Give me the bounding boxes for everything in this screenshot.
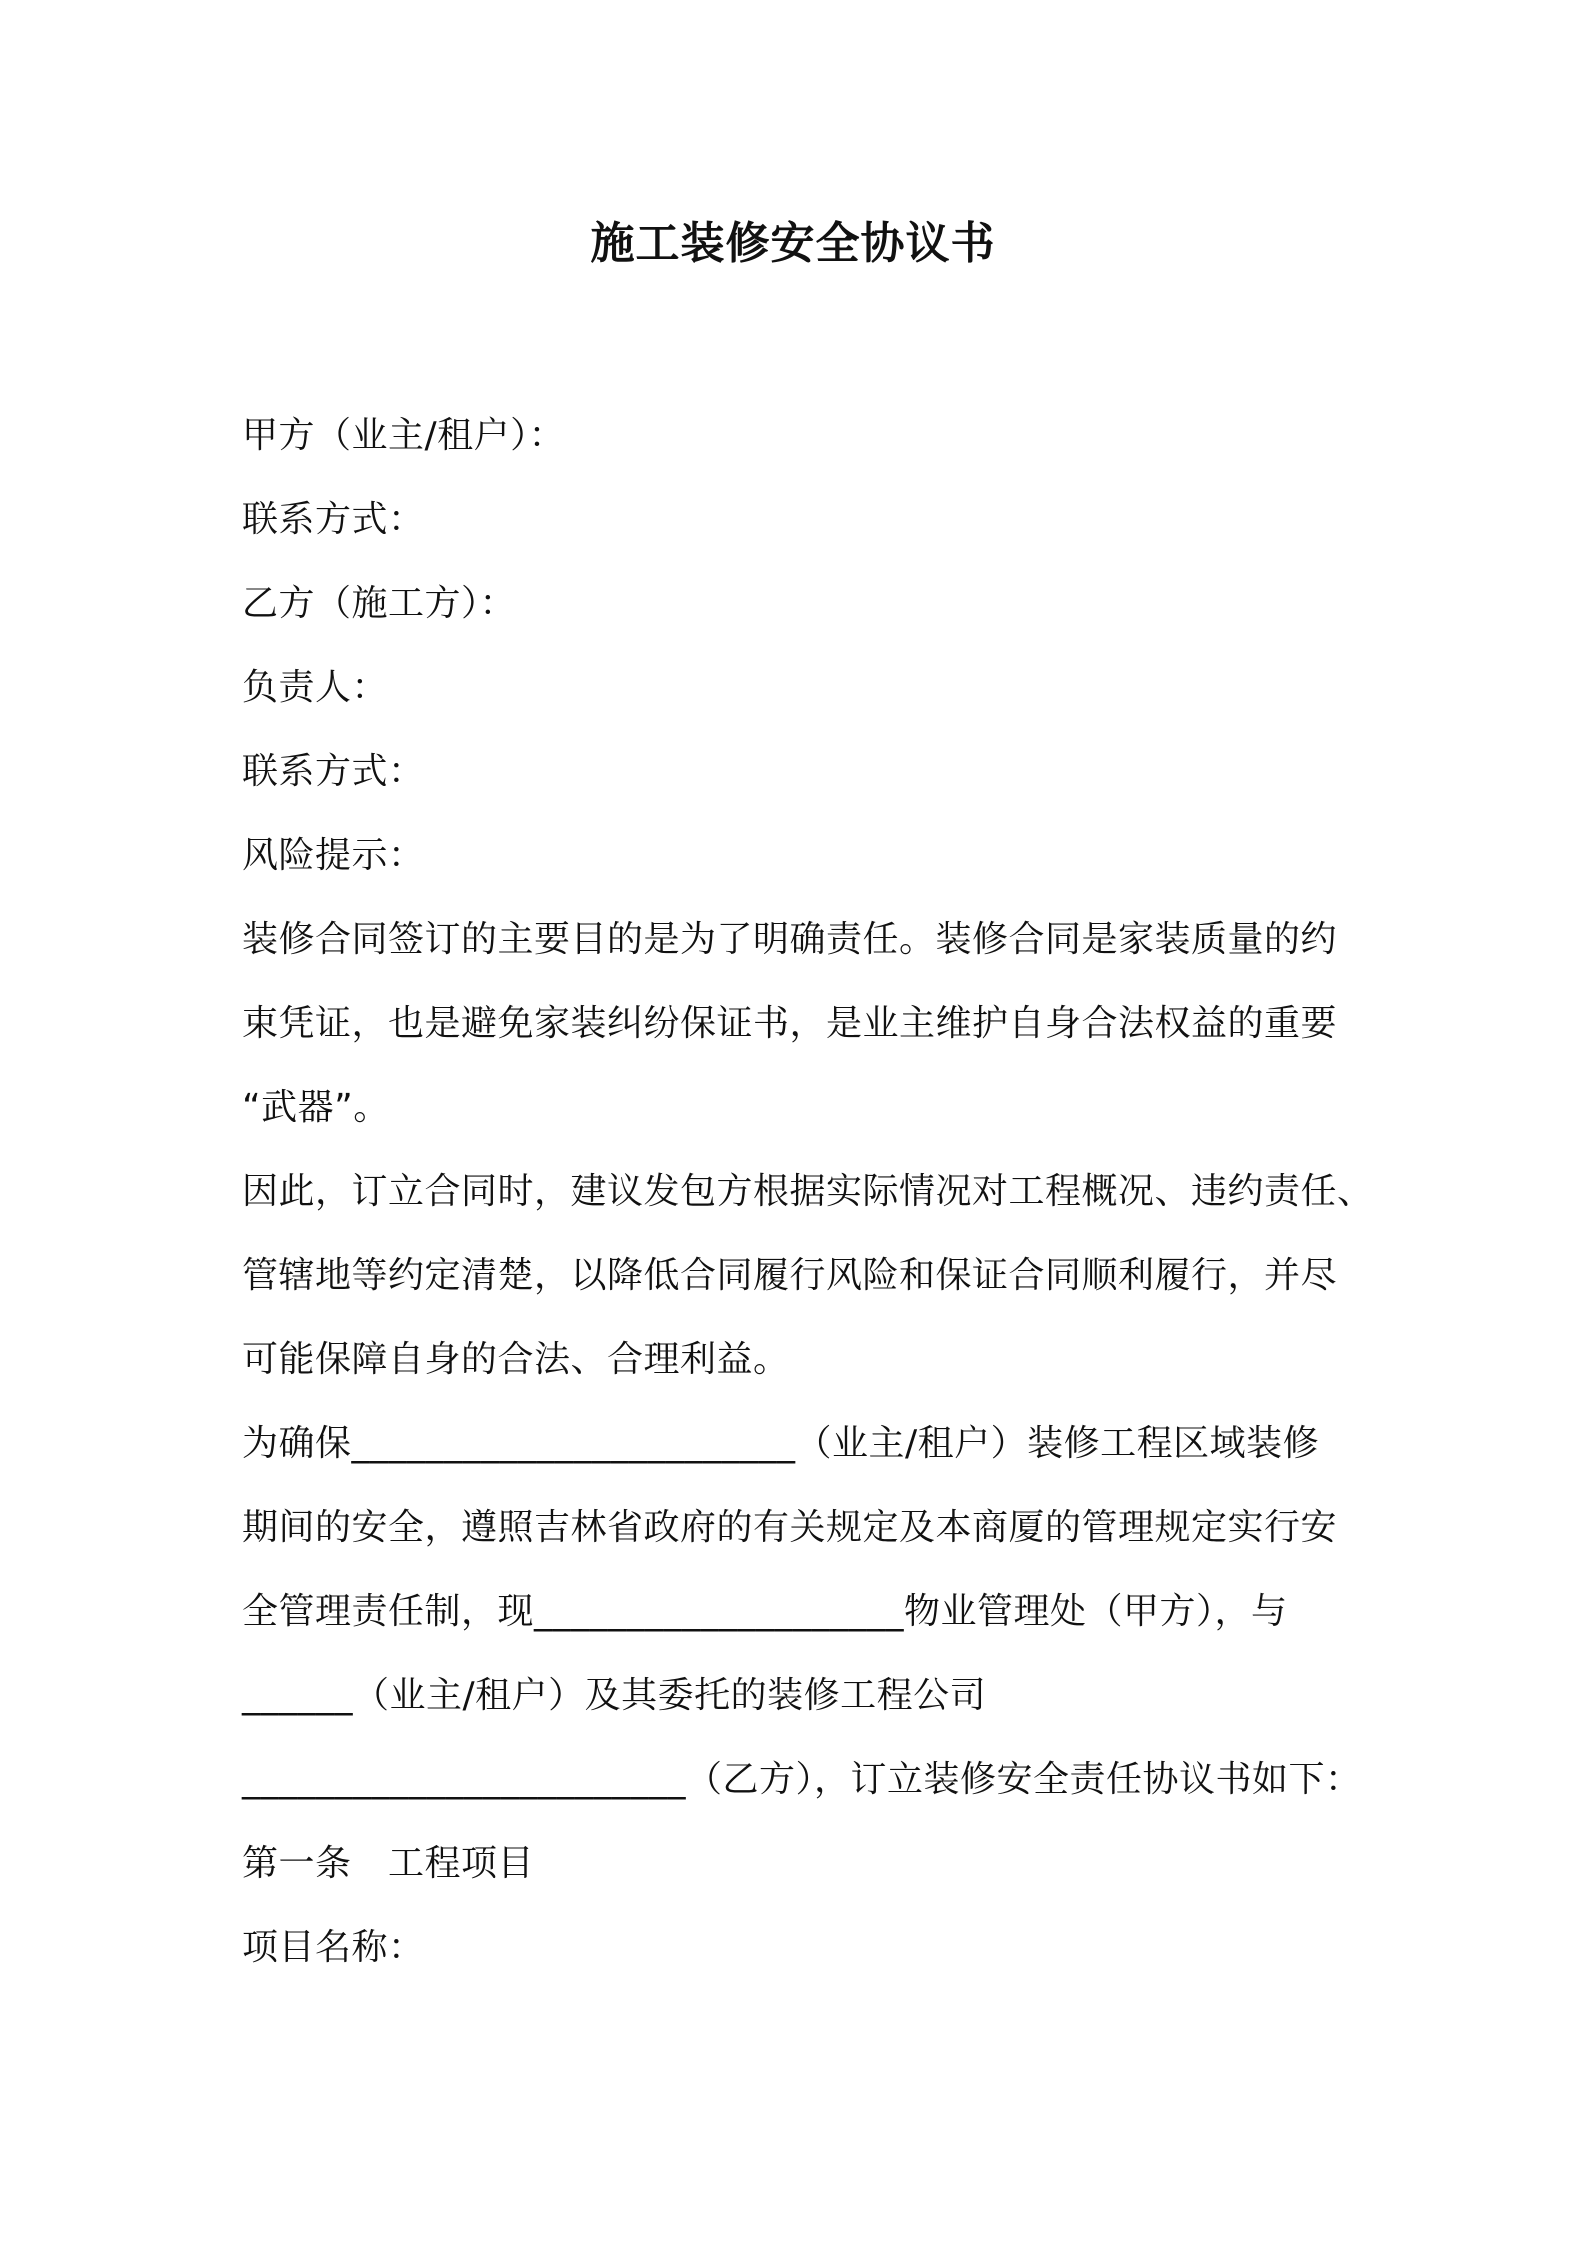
party-a-line: 甲方（业主/租户）： [242, 415, 566, 456]
agreement-paragraph-line: ________________________（乙方），订立装修安全责任协议书如下： [242, 1759, 1362, 1800]
contact-line-b: 联系方式： [242, 751, 425, 792]
party-b-line: 乙方（施工方）： [242, 583, 517, 624]
article-one-heading: 第一条 工程项目 [242, 1843, 535, 1884]
agreement-paragraph-line: ______（业主/租户）及其委托的装修工程公司 [242, 1675, 987, 1716]
agreement-paragraph-line: 全管理责任制，现____________________物业管理处（甲方），与 [242, 1591, 1288, 1632]
risk-paragraph-line: “武器”。 [242, 1087, 390, 1128]
agreement-paragraph-line: 为确保________________________（业主/租户）装修工程区域装修 [242, 1423, 1320, 1464]
project-name-line: 项目名称： [242, 1927, 425, 1968]
agreement-paragraph-line: 期间的安全，遵照吉林省政府的有关规定及本商厦的管理规定实行安 [242, 1507, 1338, 1548]
risk-paragraph-line: 装修合同签订的主要目的是为了明确责任。装修合同是家装质量的约 [242, 919, 1338, 960]
advice-paragraph-line: 管辖地等约定清楚，以降低合同履行风险和保证合同顺利履行，并尽 [242, 1255, 1338, 1296]
responsible-person-line: 负责人： [242, 667, 389, 708]
risk-tip-heading: 风险提示： [242, 835, 425, 876]
advice-paragraph-line: 因此，订立合同时，建议发包方根据实际情况对工程概况、违约责任、 [242, 1171, 1374, 1212]
document-title: 施工装修安全协议书 [590, 218, 996, 269]
contact-line-a: 联系方式： [242, 499, 425, 540]
advice-paragraph-line: 可能保障自身的合法、合理利益。 [242, 1339, 790, 1380]
risk-paragraph-line: 束凭证，也是避免家装纠纷保证书，是业主维护自身合法权益的重要 [242, 1003, 1338, 1044]
